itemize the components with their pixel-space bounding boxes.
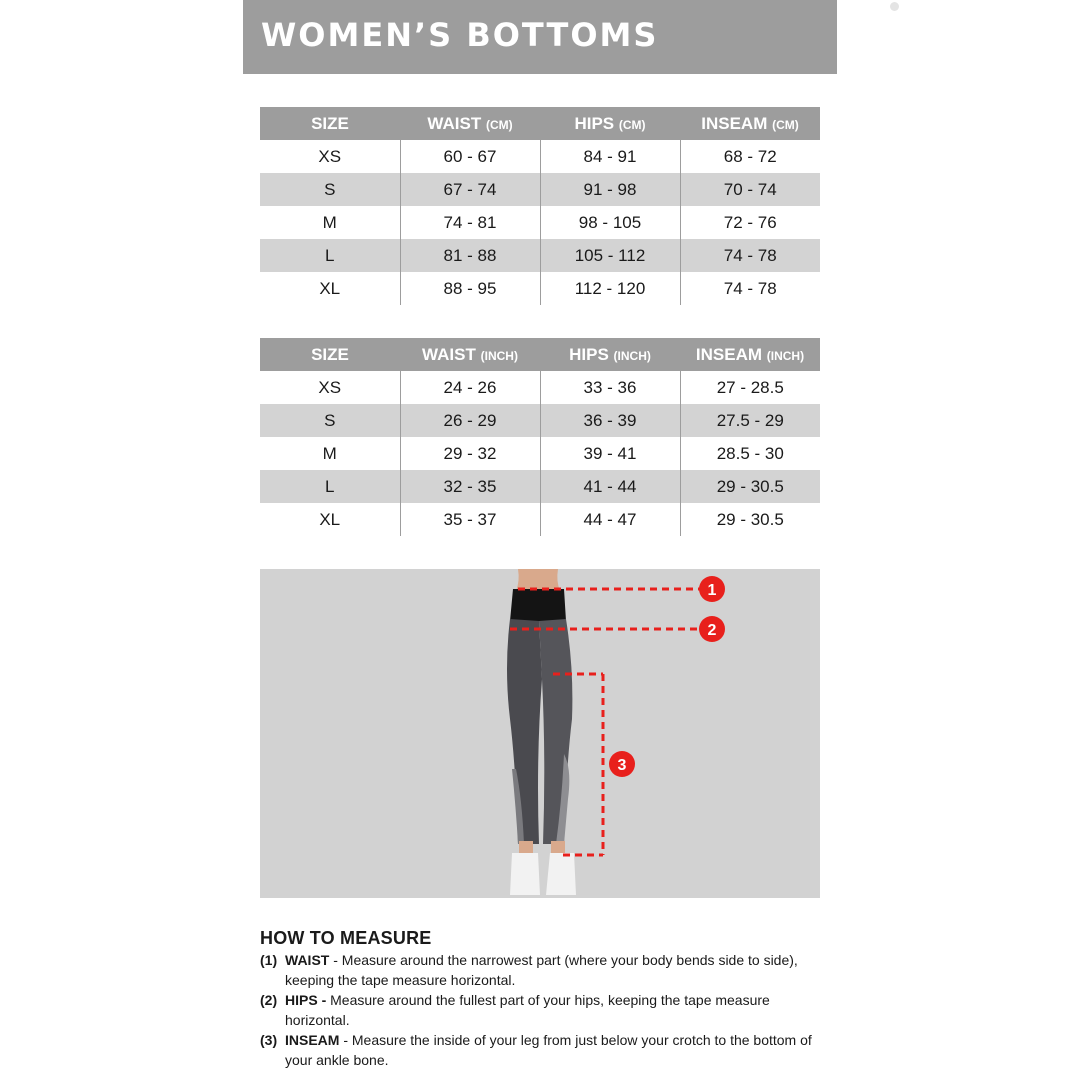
marker-2-label: 2 [707, 622, 717, 639]
item-text [285, 1030, 820, 1070]
size-cell: XS [318, 146, 342, 166]
size-cell: M [322, 212, 337, 232]
waist-cell: 29 - 32 [400, 437, 540, 470]
inseam-cell: 74 - 78 [680, 239, 820, 272]
table-header-row [260, 107, 820, 140]
waist-cell: 60 - 67 [400, 140, 540, 173]
leggings-illustration [260, 569, 820, 898]
waist-cell: 32 - 35 [400, 470, 540, 503]
hips-cell: 84 - 91 [540, 140, 680, 173]
header-hips: HIPS (INCH) [540, 338, 680, 371]
header-waist: WAIST (INCH) [400, 338, 540, 371]
measurement-figure [260, 569, 820, 898]
decorative-dot [890, 2, 899, 11]
size-cell: S [260, 404, 400, 437]
item-text [285, 950, 820, 990]
inseam-cell: 29 - 30.5 [680, 503, 820, 536]
item-text [285, 990, 820, 1030]
size-cell: XL [319, 278, 341, 298]
item-term: WAIST [285, 952, 330, 968]
waistband [510, 589, 566, 621]
left-leg [507, 619, 542, 844]
waist-cell: 81 - 88 [400, 239, 540, 272]
header-inseam: INSEAM (INCH) [680, 338, 820, 371]
hips-cell: 44 - 47 [540, 503, 680, 536]
size-cell: L [260, 470, 400, 503]
table-row [260, 437, 820, 470]
hips-cell: 91 - 98 [540, 173, 680, 206]
inseam-cell: 27.5 - 29 [680, 404, 820, 437]
header-inseam: INSEAM (CM) [680, 107, 820, 140]
measure-item-waist [260, 950, 820, 990]
item-term: HIPS - [285, 992, 327, 1008]
left-shoe [510, 853, 540, 895]
hips-cell: 33 - 36 [540, 371, 680, 404]
hips-cell: 98 - 105 [540, 206, 680, 239]
inseam-cell: 72 - 76 [680, 206, 820, 239]
right-leg [539, 619, 572, 844]
item-number: (1) [260, 952, 278, 968]
size-cell: S [260, 173, 400, 206]
waist-cell: 74 - 81 [400, 206, 540, 239]
size-table-inch [260, 338, 820, 536]
size-cell: L [260, 239, 400, 272]
inseam-cell: 28.5 - 30 [680, 437, 820, 470]
measure-item-inseam [260, 1030, 820, 1070]
inseam-cell: 70 - 74 [680, 173, 820, 206]
page-title: WOMEN’S BOTTOMS [261, 16, 659, 54]
left-ankle [519, 841, 533, 855]
table-row [260, 239, 820, 272]
size-cell: XL [319, 509, 341, 529]
waist-cell: 35 - 37 [400, 503, 540, 536]
hips-cell: 112 - 120 [540, 272, 680, 305]
table-row [260, 371, 820, 404]
table-row [260, 503, 820, 536]
title-banner [243, 0, 837, 74]
waist-cell: 26 - 29 [400, 404, 540, 437]
item-term: INSEAM [285, 1032, 340, 1048]
item-number: (2) [260, 992, 278, 1008]
hips-cell: 41 - 44 [540, 470, 680, 503]
header-size: SIZE [260, 338, 400, 371]
measure-item-hips [260, 990, 820, 1030]
inseam-cell: 27 - 28.5 [680, 371, 820, 404]
header-hips: HIPS (CM) [540, 107, 680, 140]
inseam-cell: 29 - 30.5 [680, 470, 820, 503]
inseam-cell: 74 - 78 [680, 272, 820, 305]
table-row [260, 173, 820, 206]
marker-3-label: 3 [617, 757, 627, 774]
item-description: - Measure the inside of your leg from just below your crotch to the bottom of your ankle bone. [285, 1032, 812, 1068]
header-size: SIZE [260, 107, 400, 140]
size-table-cm [260, 107, 820, 305]
table-row [260, 206, 820, 239]
size-cell: XS [318, 377, 342, 397]
table-row [260, 470, 820, 503]
table-row [260, 272, 820, 305]
waist-cell: 67 - 74 [400, 173, 540, 206]
table-row [260, 140, 820, 173]
right-ankle [551, 841, 565, 855]
waist-cell: 88 - 95 [400, 272, 540, 305]
size-cell: M [322, 443, 337, 463]
waist-cell: 24 - 26 [400, 371, 540, 404]
right-shoe [546, 853, 576, 895]
item-description: - Measure around the narrowest part (where your body bends side to side), keeping the tape measure horizontal. [285, 952, 798, 988]
item-description: Measure around the fullest part of your hips, keeping the tape measure horizontal. [285, 992, 770, 1028]
table-header-row [260, 338, 820, 371]
hips-cell: 39 - 41 [540, 437, 680, 470]
how-to-measure-heading: HOW TO MEASURE [260, 928, 432, 948]
hips-cell: 36 - 39 [540, 404, 680, 437]
hips-cell: 105 - 112 [540, 239, 680, 272]
inseam-cell: 68 - 72 [680, 140, 820, 173]
table-row [260, 404, 820, 437]
marker-1-label: 1 [707, 582, 717, 599]
item-number: (3) [260, 1032, 278, 1048]
header-waist: WAIST (CM) [400, 107, 540, 140]
how-to-measure-section [260, 928, 820, 1070]
